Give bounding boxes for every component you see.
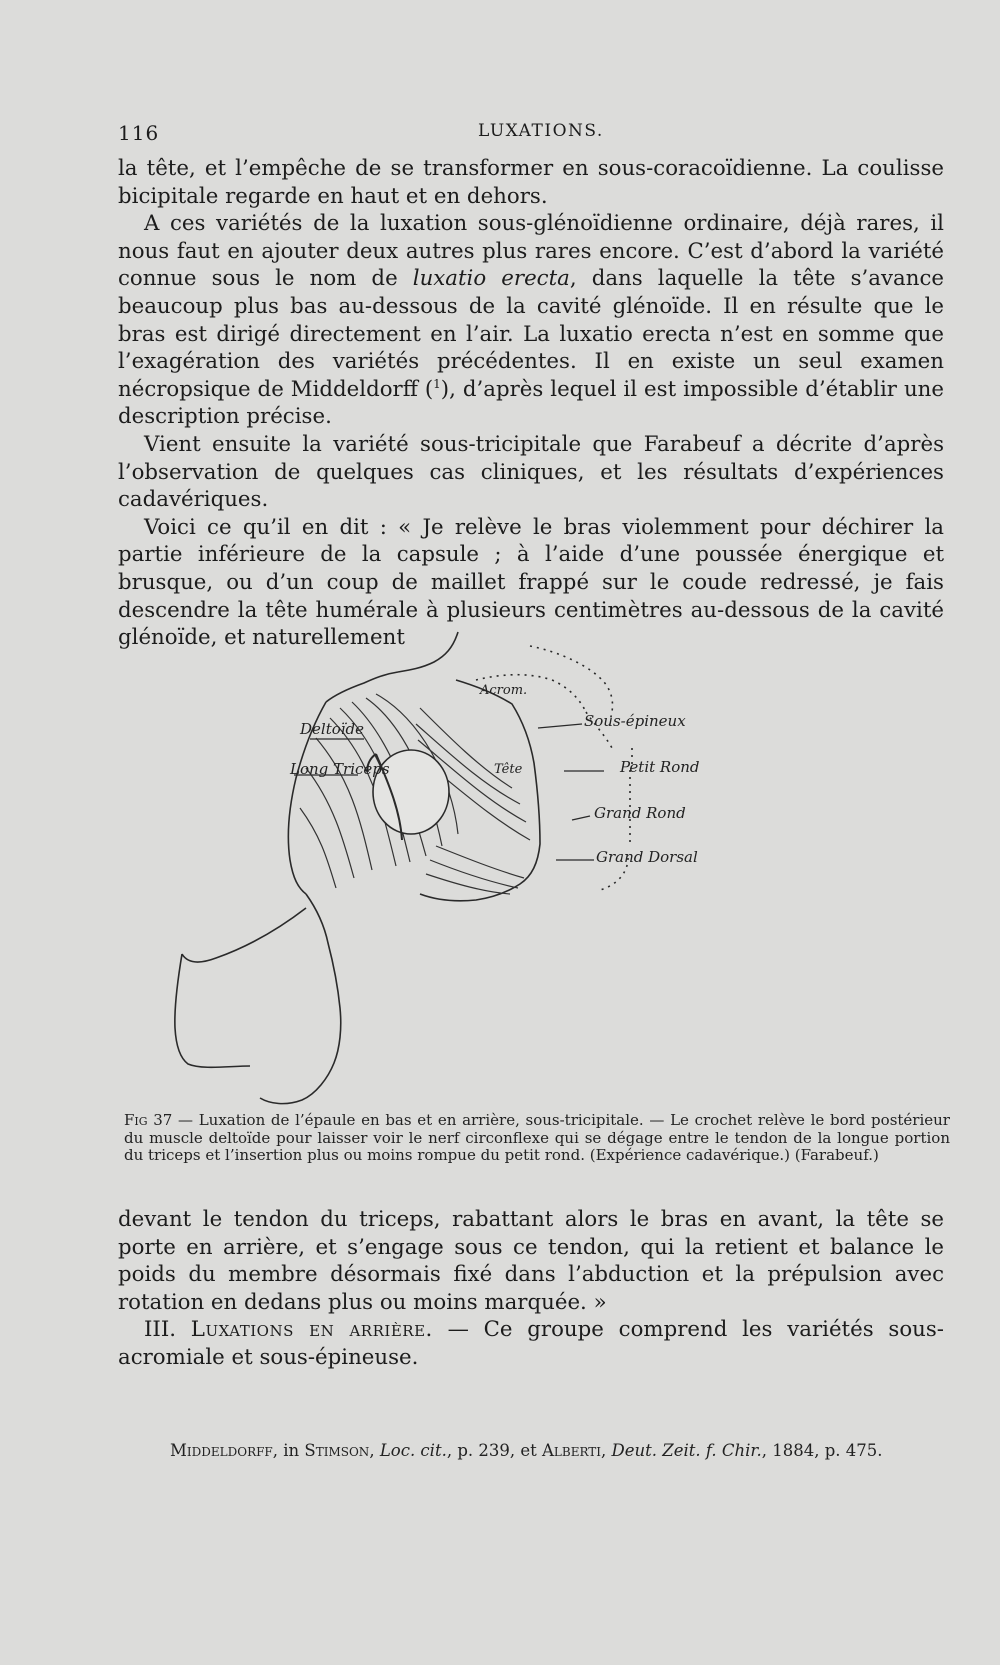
label-grand-rond: Grand Rond	[594, 804, 686, 822]
paragraph-4: Voici ce qu’il en dit : « Je relève le bras violemment pour déchirer la partie inférieure de la capsule ; à l’aide d’une poussée énergique et brusque, ou d’un coup de maillet frappé sur le coude redressé, je fais descendre la tête humérale à plusieurs centimètres au-dessous de la cavité glénoïde, et naturellement	[118, 514, 944, 651]
footnote-text-3: , p. 239, et	[446, 1441, 542, 1460]
arm-left-outline	[175, 954, 250, 1067]
footnote-author: Middeldorff	[170, 1441, 273, 1460]
paragraph-2-italic: luxatio erecta	[412, 266, 570, 292]
footnote-text-5: , 1884, p. 475.	[761, 1441, 883, 1460]
paragraph-1: la tête, et l’empêche de se transformer en sous-coracoïdienne. La coulisse bicipitale regarde en haut et en dehors.	[118, 156, 944, 209]
label-deltoide: Deltoïde	[300, 720, 365, 738]
label-petit-rond: Petit Rond	[620, 758, 700, 776]
footnote-stimson: Stimson	[304, 1441, 370, 1460]
running-title: LUXATIONS.	[478, 121, 604, 141]
footnote	[170, 1441, 950, 1461]
body-text-bottom	[118, 1206, 944, 1372]
anatomical-figure	[120, 608, 950, 1118]
footnote-text-1: , in	[272, 1441, 305, 1460]
forearm-outline	[260, 894, 341, 1104]
paragraph-2	[118, 210, 944, 431]
paragraph-2-after: ), d’après lequel il est impossible d’établir une description précise.	[118, 376, 944, 430]
shoulder-illustration	[120, 608, 950, 1118]
paragraph-2-middle: , dans laquelle la tête s’avance beaucoup plus bas au-dessous de la cavité glénoïde. Il en résulte que le bras est dirigé directement en l’air. La luxatio erecta n’est en somme que l’exagération des variétés précédentes. Il en existe un seul examen nécropsique de Middeldorff (	[118, 266, 944, 402]
paragraph-6-text: — Ce groupe comprend les variétés sous-acromiale et sous-épineuse.	[118, 1317, 945, 1370]
label-sous-epineux: Sous-épineux	[584, 712, 686, 730]
grand-dorsal-fibers	[436, 846, 524, 878]
page-number: 116	[118, 121, 160, 145]
arm-upper-outline	[398, 632, 458, 672]
running-head	[118, 121, 942, 151]
footnote-alberti: Alberti	[542, 1441, 602, 1460]
footnote-ref: 1	[433, 376, 441, 391]
label-grand-dorsal: Grand Dorsal	[596, 848, 698, 866]
leader-grand-rond	[572, 816, 590, 820]
footnote-loc-cit: Loc. cit.	[379, 1441, 447, 1460]
paragraph-2-before: A ces variétés de la luxation sous-glénoïdienne ordinaire, déjà rares, il nous faut en ajouter deux autres plus rares encore. C’est d’abord la variété connue sous le nom de	[118, 211, 944, 292]
paragraph-5: devant le tendon du triceps, rabattant alors le bras en avant, la tête se porte en arrière, et s’engage sous ce tendon, qui la retient et balance le poids du membre désormais fixé dans l’abduction et la prépulsion avec rotation en dedans plus ou moins marquée. »	[118, 1207, 944, 1315]
arm-underside	[182, 908, 306, 962]
caption-text: — Luxation de l’épaule en bas et en arrière, sous-tricipitale. — Le crochet relève le bord postérieur du muscle deltoïde pour laisser voir le nerf circonflexe qui se dégage entre le tendon de la longue portion du triceps et l’insertion plus ou moins rompue du petit rond. (Expérience cadavérique.) (Farabeuf.)	[124, 1111, 950, 1164]
label-acromion: Acrom.	[480, 683, 528, 698]
caption-fig-number: 37	[153, 1111, 173, 1129]
footnote-journal: Deut. Zeit. f. Chir.	[611, 1441, 762, 1460]
footnote-text-2: ,	[369, 1441, 380, 1460]
section-heading: Luxations en arrière.	[190, 1317, 433, 1343]
caption-fig-prefix: Fig	[124, 1111, 148, 1129]
footnote-text-4: ,	[601, 1441, 612, 1460]
figure-caption	[124, 1112, 950, 1165]
leader-sous-epineux	[538, 724, 582, 728]
body-text-top	[118, 155, 944, 652]
label-long-triceps: Long Triceps	[290, 760, 390, 778]
label-tete: Tête	[494, 762, 523, 777]
paragraph-3: Vient ensuite la variété sous-tricipitale que Farabeuf a décrite d’après l’observation de quelques cas cliniques, et les résultats d’expériences cadavériques.	[118, 431, 944, 513]
shoulder-top-outline	[326, 672, 398, 702]
section-numeral: III.	[144, 1317, 177, 1343]
paragraph-6	[118, 1316, 944, 1371]
